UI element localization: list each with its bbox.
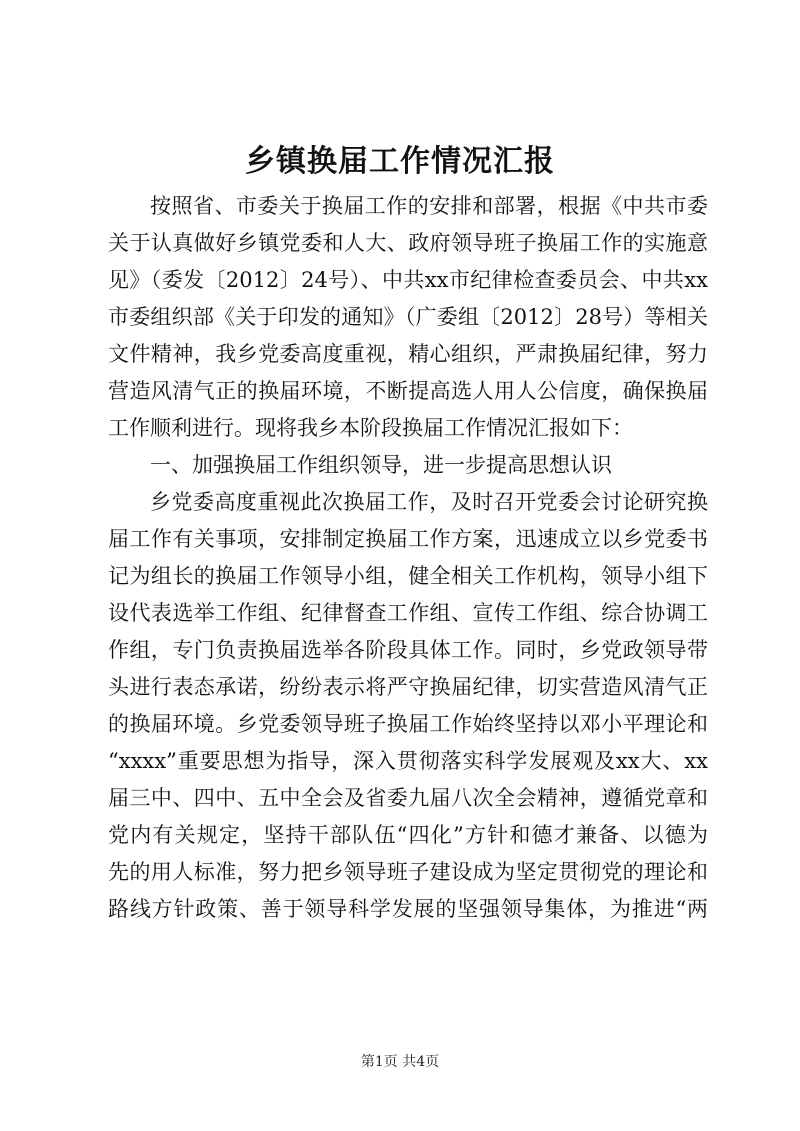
body-line: 市委组织部《关于印发的通知》（广委组〔2012〕28号）等相关 (108, 305, 708, 329)
document-title: 乡镇换届工作情况汇报 (245, 144, 555, 179)
body-line: 头进行表态承诺，纷纷表示将严守换届纪律，切实营造风清气正 (108, 675, 708, 699)
body-line: 乡党委高度重视此次换届工作，及时召开党委会讨论研究换 (150, 490, 708, 514)
body-line: 届三中、四中、五中全会及省委九届八次全会精神，遵循党章和 (108, 786, 708, 810)
body-line: 关于认真做好乡镇党委和人大、政府领导班子换届工作的实施意 (108, 231, 708, 255)
body-line: 先的用人标准，努力把乡领导班子建设成为坚定贯彻党的理论和 (108, 860, 708, 884)
body-line: 工作顺利进行。现将我乡本阶段换届工作情况汇报如下： (108, 416, 633, 440)
body-line: 按照省、市委关于换届工作的安排和部署，根据《中共市委 (150, 194, 708, 218)
body-line: “xxxx”重要思想为指导，深入贯彻落实科学发展观及xx大、xx (108, 749, 708, 773)
body-line: 路线方针政策、善于领导科学发展的坚强领导集体，为推进“两 (108, 897, 708, 921)
body-line: 见》（委发〔2012〕24号）、中共xx市纪律检查委员会、中共xx (108, 268, 708, 292)
page-number: 第1页 共4页 (360, 1054, 440, 1070)
section-heading: 一、加强换届工作组织领导，进一步提高思想认识 (150, 453, 612, 477)
body-line: 的换届环境。乡党委领导班子换届工作始终坚持以邓小平理论和 (108, 712, 708, 736)
body-line: 党内有关规定，坚持干部队伍“四化”方针和德才兼备、以德为 (108, 823, 708, 847)
body-line: 届工作有关事项，安排制定换届工作方案，迅速成立以乡党委书 (108, 527, 708, 551)
body-line: 营造风清气正的换届环境，不断提高选人用人公信度，确保换届 (108, 379, 708, 403)
body-line: 设代表选举工作组、纪律督查工作组、宣传工作组、综合协调工 (108, 601, 708, 625)
body-line: 记为组长的换届工作领导小组，健全相关工作机构，领导小组下 (108, 564, 708, 588)
body-line: 文件精神，我乡党委高度重视，精心组织，严肃换届纪律，努力 (108, 342, 708, 366)
document-body (108, 188, 708, 928)
page-footer (0, 1052, 800, 1072)
body-line: 作组，专门负责换届选举各阶段具体工作。同时，乡党政领导带 (108, 638, 708, 662)
